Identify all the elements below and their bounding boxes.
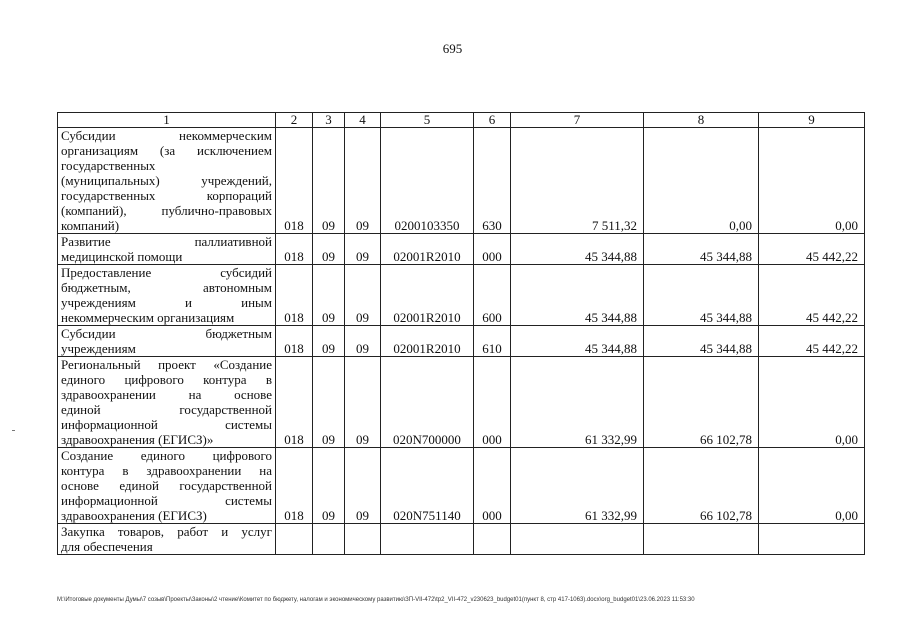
item-name-line: единой государственной bbox=[61, 402, 272, 417]
cell-c4: 09 bbox=[345, 128, 381, 234]
cell-c2: 018 bbox=[276, 265, 313, 326]
item-name-line: учреждениям bbox=[61, 341, 136, 356]
cell-c4: 09 bbox=[345, 326, 381, 357]
cell-c6: 610 bbox=[474, 326, 511, 357]
column-header: 9 bbox=[759, 113, 865, 128]
cell-c2 bbox=[276, 524, 313, 555]
item-name-line: здравоохранения (ЕГИСЗ)» bbox=[61, 432, 214, 447]
item-name-line: государственных bbox=[61, 158, 156, 173]
cell-c3: 09 bbox=[313, 265, 345, 326]
page-number: 695 bbox=[442, 41, 463, 56]
cell-c9 bbox=[759, 524, 865, 555]
cell-c4: 09 bbox=[345, 234, 381, 265]
cell-c7: 7 511,32 bbox=[511, 128, 644, 234]
cell-c6: 000 bbox=[474, 234, 511, 265]
cell-c7: 61 332,99 bbox=[511, 448, 644, 524]
column-header: 2 bbox=[276, 113, 313, 128]
cell-c8: 45 344,88 bbox=[644, 265, 759, 326]
cell-c9: 45 442,22 bbox=[759, 326, 865, 357]
document-path-footer: M:\Итоговые документы Думы\7 созыв\Проекты\Законы\2 чтение\Комитет по бюджету, налогам и экономическому развитию\ЗП-VII-472\tp2_VII-472_v230623_budget01(пункт 8, стр 417-1063).docx\org_budget01\23.06.2023 11:53:30 bbox=[57, 597, 695, 603]
cell-c3: 09 bbox=[313, 357, 345, 448]
budget-table bbox=[57, 112, 865, 555]
scan-artifact bbox=[12, 430, 15, 431]
item-name-cell bbox=[58, 234, 276, 265]
cell-c8: 45 344,88 bbox=[644, 326, 759, 357]
item-name-line: единого цифрового контура в bbox=[61, 372, 272, 387]
item-name-line: Предоставление субсидий bbox=[61, 265, 272, 280]
item-name-line: здравоохранения (ЕГИСЗ) bbox=[61, 508, 207, 523]
item-name-cell bbox=[58, 524, 276, 555]
cell-c8: 66 102,78 bbox=[644, 357, 759, 448]
cell-c6: 000 bbox=[474, 357, 511, 448]
cell-c9: 45 442,22 bbox=[759, 265, 865, 326]
table-row bbox=[58, 357, 865, 448]
cell-c5: 02001R2010 bbox=[381, 265, 474, 326]
cell-c5: 020N700000 bbox=[381, 357, 474, 448]
item-name-line: Субсидии бюджетным bbox=[61, 326, 272, 341]
table-row bbox=[58, 448, 865, 524]
cell-c7: 45 344,88 bbox=[511, 326, 644, 357]
cell-c7: 61 332,99 bbox=[511, 357, 644, 448]
cell-c5: 02001R2010 bbox=[381, 234, 474, 265]
item-name-line: для обеспечения bbox=[61, 539, 153, 554]
item-name-line: Создание единого цифрового bbox=[61, 448, 272, 463]
item-name-line: основе единой государственной bbox=[61, 478, 272, 493]
column-header: 7 bbox=[511, 113, 644, 128]
cell-c9: 45 442,22 bbox=[759, 234, 865, 265]
item-name-line: (муниципальных) учреждений, bbox=[61, 173, 272, 188]
item-name-line: бюджетным, автономным bbox=[61, 280, 272, 295]
cell-c3: 09 bbox=[313, 234, 345, 265]
item-name-line: Субсидии некоммерческим bbox=[61, 128, 272, 143]
column-header: 5 bbox=[381, 113, 474, 128]
item-name-cell bbox=[58, 128, 276, 234]
cell-c5 bbox=[381, 524, 474, 555]
item-name-line: учреждениям и иным bbox=[61, 295, 272, 310]
item-name-line: контура в здравоохранении на bbox=[61, 463, 272, 478]
cell-c3: 09 bbox=[313, 128, 345, 234]
cell-c8: 66 102,78 bbox=[644, 448, 759, 524]
cell-c9: 0,00 bbox=[759, 128, 865, 234]
item-name-cell bbox=[58, 326, 276, 357]
column-header: 6 bbox=[474, 113, 511, 128]
cell-c7 bbox=[511, 524, 644, 555]
column-header: 3 bbox=[313, 113, 345, 128]
item-name-line: Развитие паллиативной bbox=[61, 234, 272, 249]
item-name-line: медицинской помощи bbox=[61, 249, 183, 264]
cell-c4 bbox=[345, 524, 381, 555]
column-header: 8 bbox=[644, 113, 759, 128]
item-name-line: компаний) bbox=[61, 218, 120, 233]
cell-c4: 09 bbox=[345, 448, 381, 524]
item-name-line: Региональный проект «Создание bbox=[61, 357, 272, 372]
cell-c2: 018 bbox=[276, 234, 313, 265]
table-row bbox=[58, 326, 865, 357]
cell-c9: 0,00 bbox=[759, 357, 865, 448]
table-row bbox=[58, 234, 865, 265]
cell-c8: 0,00 bbox=[644, 128, 759, 234]
item-name-line: здравоохранении на основе bbox=[61, 387, 272, 402]
table-row bbox=[58, 524, 865, 555]
column-header: 1 bbox=[58, 113, 276, 128]
column-header: 4 bbox=[345, 113, 381, 128]
cell-c6: 630 bbox=[474, 128, 511, 234]
table-row bbox=[58, 265, 865, 326]
item-name-line: информационной системы bbox=[61, 417, 272, 432]
item-name-line: государственных корпораций bbox=[61, 188, 272, 203]
cell-c4: 09 bbox=[345, 265, 381, 326]
table-row bbox=[58, 128, 865, 234]
cell-c6: 000 bbox=[474, 448, 511, 524]
item-name-cell bbox=[58, 357, 276, 448]
cell-c2: 018 bbox=[276, 448, 313, 524]
item-name-line: (компаний), публично-правовых bbox=[61, 203, 272, 218]
item-name-line: Закупка товаров, работ и услуг bbox=[61, 524, 272, 539]
item-name-line: организациям (за исключением bbox=[61, 143, 272, 158]
cell-c5: 020N751140 bbox=[381, 448, 474, 524]
cell-c3 bbox=[313, 524, 345, 555]
cell-c7: 45 344,88 bbox=[511, 265, 644, 326]
cell-c4: 09 bbox=[345, 357, 381, 448]
cell-c5: 0200103350 bbox=[381, 128, 474, 234]
cell-c2: 018 bbox=[276, 128, 313, 234]
cell-c2: 018 bbox=[276, 326, 313, 357]
item-name-line: некоммерческим организациям bbox=[61, 310, 235, 325]
cell-c6: 600 bbox=[474, 265, 511, 326]
cell-c7: 45 344,88 bbox=[511, 234, 644, 265]
cell-c3: 09 bbox=[313, 448, 345, 524]
cell-c2: 018 bbox=[276, 357, 313, 448]
item-name-cell bbox=[58, 265, 276, 326]
cell-c8: 45 344,88 bbox=[644, 234, 759, 265]
cell-c6 bbox=[474, 524, 511, 555]
cell-c8 bbox=[644, 524, 759, 555]
cell-c9: 0,00 bbox=[759, 448, 865, 524]
column-number-row bbox=[58, 113, 865, 128]
cell-c5: 02001R2010 bbox=[381, 326, 474, 357]
item-name-cell bbox=[58, 448, 276, 524]
item-name-line: информационной системы bbox=[61, 493, 272, 508]
cell-c3: 09 bbox=[313, 326, 345, 357]
